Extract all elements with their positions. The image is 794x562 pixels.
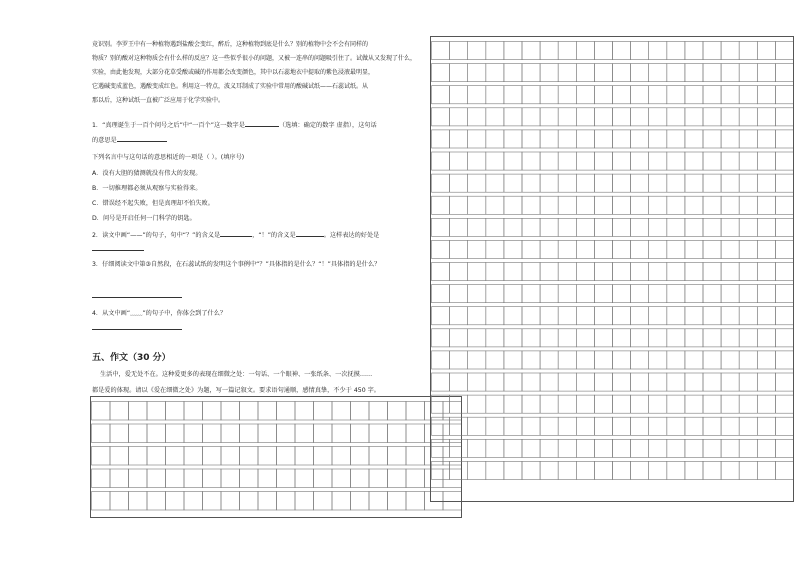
composition-prompt-line-2: 都是爱的体现。请以《爱在细微之处》为题，写一篇记叙文。要求语句通顺，感情真挚，不少于 450 字。 bbox=[92, 387, 380, 394]
question-4: 4．从文中画“﹏﹏”的句子中，你体会到了什么？ bbox=[92, 310, 227, 317]
answer-line[interactable] bbox=[92, 329, 182, 330]
answer-blank[interactable] bbox=[296, 230, 324, 237]
answer-blank[interactable] bbox=[245, 120, 279, 127]
option-b: B．一切推理都必须从观察与实验得来。 bbox=[92, 185, 202, 192]
q2-part-b: ，“！”的含义是 bbox=[252, 232, 296, 239]
passage-line: 实验，由此他发现，大部分花草受酸或碱的作用都会改变颜色，其中以石蕊地衣中提取的紫色浸液最明显， bbox=[92, 69, 375, 76]
option-d: D．问号是开启任何一门科学的钥匙。 bbox=[92, 215, 196, 222]
passage-line: 物质？别的酸对这种物质会有什么样的反应？这一些似乎很小的问题，又被一连串的问题吸引住了。试做从又发现了什么， bbox=[92, 55, 417, 62]
reading-passage bbox=[92, 38, 422, 108]
question-1-stem-cont bbox=[92, 135, 167, 144]
question-3: 3．仔细阅读文中第③自然段，在石蕊试纸的发明这个事例中“？”具体指的是什么？“！”具体指的是什么？ bbox=[92, 261, 381, 268]
answer-blank[interactable] bbox=[220, 230, 252, 237]
question-1-stem bbox=[92, 120, 377, 129]
passage-line: 竟识别。李罗王中有一种植物遇到盐酸会变红，醉后，这种植物到底是什么？别的植物中会不会有同样的 bbox=[92, 41, 369, 48]
q1-stem-b: （选填：确定的数字 虚指），这句话 bbox=[278, 122, 377, 129]
composition-prompt-line-1: 生活中，爱无处不在。这种爱更多的表现在细微之处：一句话、一个眼神、一张纸条、一次抚摸…… bbox=[100, 371, 373, 378]
q2-part-a: 2．读文中画“——”的句子，句中“？”的含义是 bbox=[92, 232, 221, 239]
q2-part-c: 。这样表达的好处是 bbox=[323, 232, 380, 239]
question-2 bbox=[92, 230, 379, 239]
q1-stem-a: 1．“真理诞生于一百个问号之后”中“一百个”这一数字是 bbox=[92, 122, 245, 129]
writing-grid-right[interactable] bbox=[430, 36, 794, 502]
q1-stem-c: 的意思是 bbox=[92, 137, 117, 144]
question-1-intro: 下列名言中与这句话的意思相近的一项是（ ）。(填序号) bbox=[92, 154, 245, 161]
answer-line[interactable] bbox=[92, 250, 144, 251]
option-c: C．错误经不起失败，但是真理却不怕失败。 bbox=[92, 200, 214, 207]
passage-line: 它遇碱变成蓝色，遇酸变成红色。利用这一特点，波义耳制成了实验中常用的酸碱试纸——石蕊试纸。从 bbox=[92, 83, 369, 90]
passage-line: 那以后，这种试纸一直被广泛应用于化学实验中。 bbox=[92, 97, 225, 104]
answer-line[interactable] bbox=[92, 297, 182, 298]
writing-grid-left[interactable] bbox=[90, 396, 462, 518]
composition-heading: 五、作文（30 分） bbox=[92, 353, 171, 363]
answer-blank[interactable] bbox=[117, 135, 167, 142]
option-a: A．没有大胆的猜测就没有伟大的发现。 bbox=[92, 170, 202, 177]
